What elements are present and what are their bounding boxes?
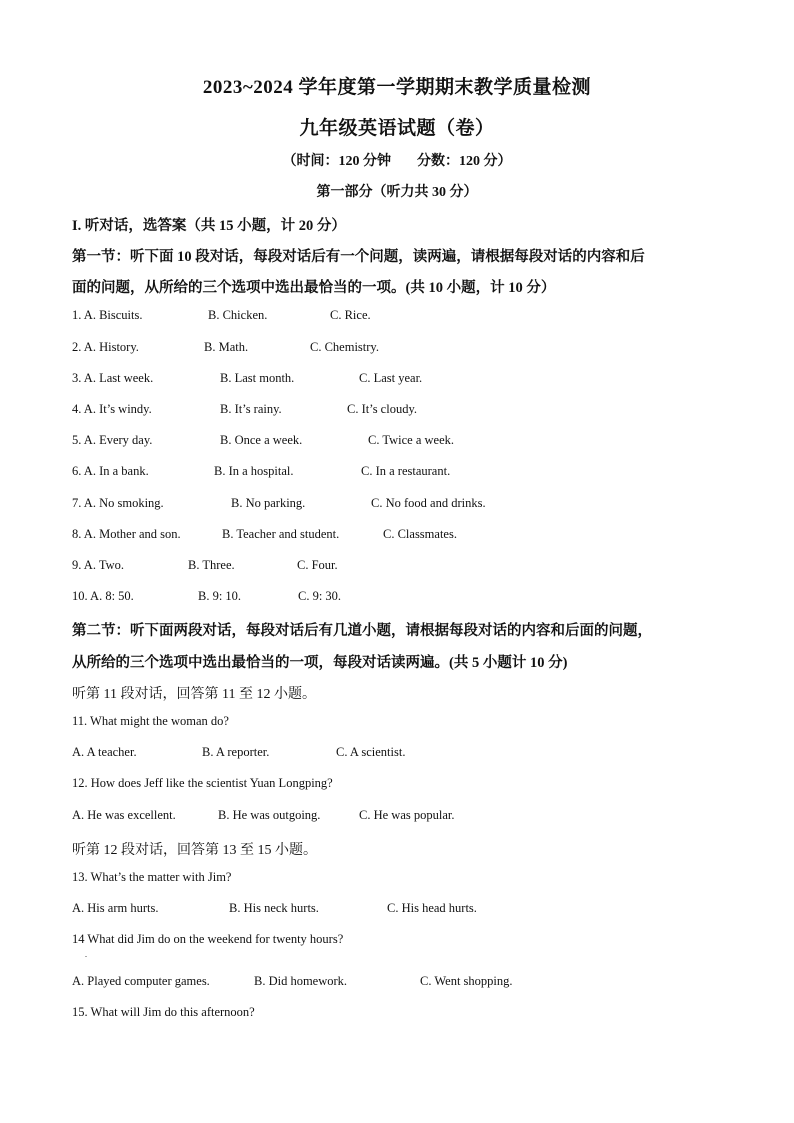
section-heading: I. 听对话，选答案（共 15 小题，计 20 分） — [72, 218, 346, 234]
q1-option-a: 1. A. Biscuits. — [72, 308, 143, 322]
q4-option-a: 4. A. It’s windy. — [72, 402, 152, 416]
score-label: 分数：120 分） — [417, 154, 512, 169]
exam-meta — [0, 150, 794, 170]
part1-intro-line2: 面的问题，从所给的三个选项中选出最恰当的一项。(共 10 小题，计 10 分） — [72, 280, 556, 296]
q9-option-a: 9. A. Two. — [72, 558, 125, 572]
q14-option-c: C. Went shopping. — [420, 974, 513, 988]
q5-option-c: C. Twice a week. — [368, 433, 455, 447]
q4-option-c: C. It’s cloudy. — [347, 402, 418, 416]
part2-intro-line2: 从所给的三个选项中选出最恰当的一项，每段对话读两遍。(共 5 小题计 10 分) — [72, 655, 568, 671]
q7-option-a: 7. A. No smoking. — [72, 496, 164, 510]
q8-option-c: C. Classmates. — [383, 527, 457, 541]
q9-option-b: B. Three. — [188, 558, 235, 572]
dialog-12-instruction: 听第 12 段对话，回答第 13 至 15 小题。 — [72, 843, 317, 858]
q8-option-b: B. Teacher and student. — [222, 527, 340, 541]
q10-option-b: B. 9: 10. — [198, 589, 242, 603]
q11-option-c: C. A scientist. — [336, 745, 406, 759]
q7-option-b: B. No parking. — [231, 496, 306, 510]
q2-option-c: C. Chemistry. — [310, 340, 379, 354]
q10-option-c: C. 9: 30. — [298, 589, 342, 603]
q3-option-a: 3. A. Last week. — [72, 371, 154, 385]
q13-option-a: A. His arm hurts. — [72, 901, 159, 915]
question-15: 15. What will Jim do this afternoon? — [72, 1005, 255, 1019]
q12-option-a: A. He was excellent. — [72, 808, 176, 822]
q3-option-b: B. Last month. — [220, 371, 295, 385]
q4-option-b: B. It’s rainy. — [220, 402, 282, 416]
question-11: 11. What might the woman do? — [72, 714, 229, 728]
part2-intro-line1: 第二节：听下面两段对话，每段对话后有几道小题，请根据每段对话的内容和后面的问题， — [72, 623, 652, 639]
q9-option-c: C. Four. — [297, 558, 338, 572]
exam-title: 2023~2024 学年度第一学期期末教学质量检测 — [202, 77, 592, 98]
q11-option-a: A. A teacher. — [72, 745, 137, 759]
part1-intro-line1: 第一节：听下面 10 段对话，每段对话后有一个问题，读两遍，请根据每段对话的内容和后 — [72, 249, 645, 265]
q2-option-a: 2. A. History. — [72, 340, 139, 354]
q1-option-c: C. Rice. — [330, 308, 371, 322]
q12-option-b: B. He was outgoing. — [218, 808, 321, 822]
dialog-11-instruction: 听第 11 段对话，回答第 11 至 12 小题。 — [72, 687, 316, 702]
q14-option-b: B. Did homework. — [254, 974, 348, 988]
q6-option-c: C. In a restaurant. — [361, 464, 451, 478]
q13-option-c: C. His head hurts. — [387, 901, 477, 915]
q7-option-c: C. No food and drinks. — [371, 496, 486, 510]
q13-option-b: B. His neck hurts. — [229, 901, 319, 915]
q5-option-a: 5. A. Every day. — [72, 433, 153, 447]
q8-option-a: 8. A. Mother and son. — [72, 527, 181, 541]
q12-option-c: C. He was popular. — [359, 808, 455, 822]
stray-dot: . — [85, 950, 87, 959]
q5-option-b: B. Once a week. — [220, 433, 303, 447]
time-label: （时间：120 分钟 — [282, 154, 391, 169]
exam-subtitle: 九年级英语试题（卷） — [299, 118, 495, 139]
q11-option-b: B. A reporter. — [202, 745, 270, 759]
q6-option-a: 6. A. In a bank. — [72, 464, 149, 478]
question-12: 12. How does Jeff like the scientist Yuan Longping? — [72, 776, 333, 790]
part-title: 第一部分（听力共 30 分） — [316, 185, 478, 200]
question-13: 13. What’s the matter with Jim? — [72, 870, 232, 884]
q10-option-a: 10. A. 8: 50. — [72, 589, 134, 603]
q14-option-a: A. Played computer games. — [72, 974, 210, 988]
q6-option-b: B. In a hospital. — [214, 464, 294, 478]
q1-option-b: B. Chicken. — [208, 308, 268, 322]
question-14: 14 What did Jim do on the weekend for twenty hours? — [72, 932, 344, 946]
q2-option-b: B. Math. — [204, 340, 249, 354]
q3-option-c: C. Last year. — [359, 371, 423, 385]
